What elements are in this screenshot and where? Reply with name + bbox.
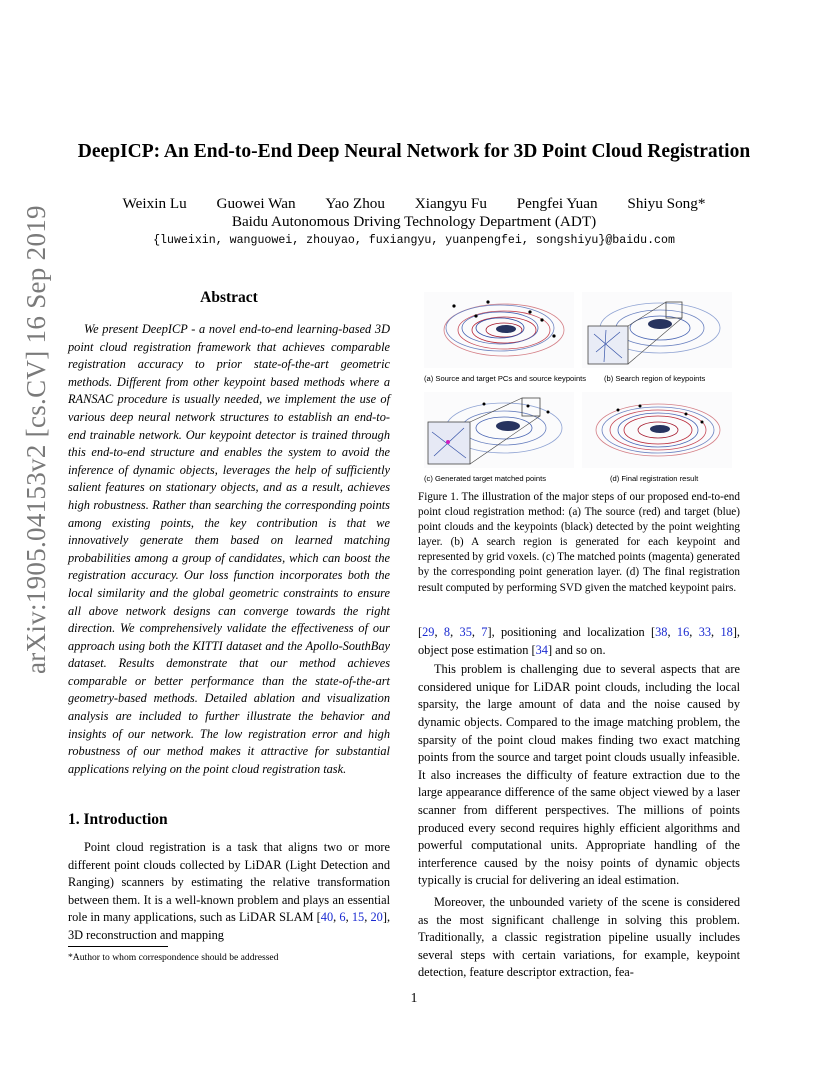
page-number: 1 xyxy=(410,990,418,1005)
figure-caption: Figure 1. The illustration of the major steps of our proposed end-to-end point cloud registration method: (a) The source (red) and target (blue) point clouds and the keypoints (black) detected by the point weighting layer. (b) A search region is generated for each keypoint and represented by grid voxels. (c) The matched points (magenta) generated by the corresponding point generation layer. (d) The final registration result computed by performing SVD given the matched keypoint pairs. xyxy=(418,491,740,594)
abstract-paragraph: We present DeepICP - a novel end-to-end learning-based 3D point cloud registration framework that achieves comparable registration accuracy to prior state-of-the-art geometric methods. Different from other keypoint based methods where a RANSAC procedure is usually needed, we implement the use of various deep neural network structures to establish an end-to-end trainable network. Our keypoint detector is trained through this end-to-end structure and enables the system to avoid the inference of dynamic objects, leverages the help of sufficiently salient features on stationary objects, and as a result, achieves high robustness. Rather than searching the corresponding points among existing points, the key contribution is that we innovatively generate them based on learned matching probabilities among a group of candidates, which can boost the registration accuracy. Our loss function incorporates both the local similarity and the global geometric constraints to ensure all above network designs can converge towards the right direction. We comprehensively validate the effectiveness of our approach using both the KITTI dataset and the Apollo-SouthBay dataset. Results demonstrate that our method achieves comparable or better performance than the state-of-the-art geometry-based methods. Detailed ablation and visualization analysis are included to further illustrate the behavior and insights of our network. The low registration error and high robustness of our method makes it attractive for substantial applications relying on the point cloud registration task. xyxy=(68,322,390,776)
author-emails: {luweixin, wanguowei, zhouyao, fuxiangyu, yuanpengfei, songshiyu}@baidu.com xyxy=(153,234,675,247)
subcaption-c: (c) Generated target matched points xyxy=(424,474,546,483)
figure-1 xyxy=(418,292,740,485)
author-name: Xiangyu Fu xyxy=(414,195,487,212)
citation-link[interactable]: 38 xyxy=(655,625,668,639)
introduction-heading: 1. Introduction xyxy=(68,811,168,828)
right-column-text xyxy=(418,624,740,982)
continued-paragraph: [29, 8, 35, 7], positioning and localization [38, 16, 33, 18], object pose estimation [34] and so on. xyxy=(418,625,741,657)
figure-panel-b xyxy=(582,292,732,368)
author-name: Pengfei Yuan xyxy=(516,195,598,212)
abstract-heading: Abstract xyxy=(200,289,258,306)
citation-link[interactable]: 29 xyxy=(422,625,435,639)
citation-link[interactable]: 8 xyxy=(443,625,451,639)
citation-link[interactable]: 18 xyxy=(720,625,733,639)
author-name: Yao Zhou xyxy=(325,195,385,212)
citation-link[interactable]: 7 xyxy=(481,625,488,639)
citation-link[interactable]: 15 xyxy=(351,910,365,925)
subcaption-b: (b) Search region of keypoints xyxy=(604,374,706,383)
author-name: Guowei Wan xyxy=(216,195,296,212)
intro-paragraph: Point cloud registration is a task that aligns two or more different point clouds collected by LiDAR (Light Detection and Ranging) scanners by estimating the relative transformation between them. It is a well-known problem and plays an essential role in many applications, such as LiDAR SLAM [40, 6, 15, 20], 3D reconstruction and mapping xyxy=(68,840,391,942)
body-paragraph: This problem is challenging due to several aspects that are considered unique for LiDAR point clouds, including the local sparsity, the large amount of data and the noise caused by dynamic objects. Compared to the image matching problem, the sparsity of the point cloud makes finding two exact matching points from the source and target point clouds usually infeasible. It also increases the difficulty of feature extraction due to the large appearance difference of the same object viewed by a laser scanner from different perspectives. The millions of points produced every second requires highly efficient algorithms and powerful computational units. Appropriate handling of the interference caused by the noisy points of dynamic objects typically is crucial for delivering an ideal estimation. xyxy=(418,662,740,888)
arxiv-identifier: arXiv:1905.04153v2 [cs.CV] 16 Sep 2019 xyxy=(21,205,51,674)
figure-panel-a xyxy=(424,292,574,368)
abstract-text xyxy=(68,321,390,778)
citation-link[interactable]: 34 xyxy=(535,642,548,657)
citation-link[interactable]: 20 xyxy=(370,910,383,925)
footnote-rule xyxy=(68,946,168,947)
author-name: Shiyu Song* xyxy=(627,195,706,212)
paper-title: DeepICP: An End-to-End Deep Neural Network for 3D Point Cloud Registration xyxy=(77,141,751,162)
affiliation: Baidu Autonomous Driving Technology Department (ADT) xyxy=(231,213,597,230)
citation-link[interactable]: 33 xyxy=(698,625,712,639)
figure-panel-c xyxy=(424,392,574,468)
citation-link[interactable]: 6 xyxy=(339,910,346,925)
citation-link[interactable]: 40 xyxy=(320,910,334,925)
citation-link[interactable]: 35 xyxy=(459,625,472,639)
introduction-text xyxy=(68,839,390,945)
author-name: Weixin Lu xyxy=(122,195,187,212)
figure-panel-d xyxy=(582,392,732,468)
footnote: *Author to whom correspondence should be addressed xyxy=(68,952,279,963)
body-paragraph: Moreover, the unbounded variety of the scene is considered as the most significant challenge in solving this problem. Traditionally, a classic registration pipeline usually includes several steps with certain variations, for example, keypoint detection, feature descriptor extraction, fea- xyxy=(418,894,740,980)
subcaption-d: (d) Final registration result xyxy=(610,474,699,483)
subcaption-a: (a) Source and target PCs and source keypoints xyxy=(424,374,587,383)
author-list xyxy=(0,195,828,213)
citation-link[interactable]: 16 xyxy=(676,625,690,639)
